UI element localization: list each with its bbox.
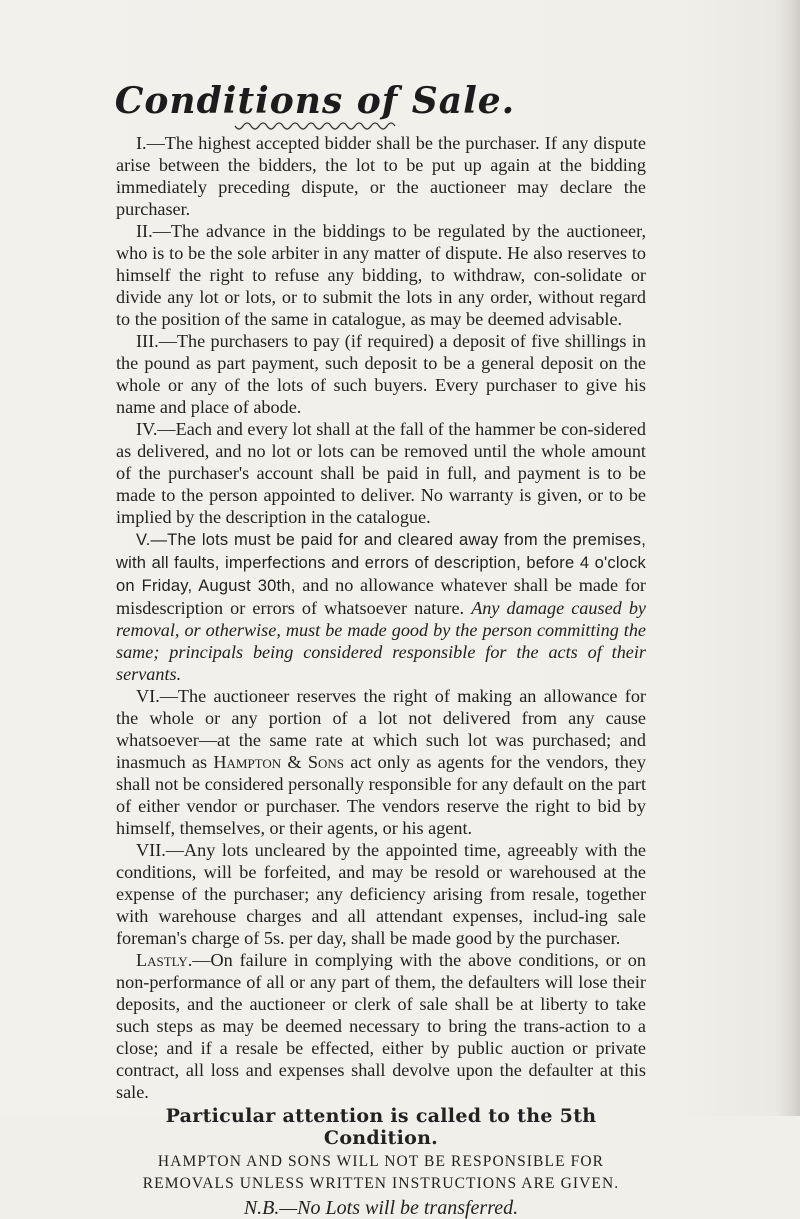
condition-6-text-after: act only as agents for the vendors, they shall not be considered personally responsible for any default on the part of either vendor or purchaser. The vendors reserve the right to bid by himself, themselves, or their agents, or his agent. bbox=[116, 752, 647, 838]
condition-2: II.—The advance in the biddings to be regulated by the auctioneer, who is to be the sole arbiter in any matter of dispute. He also reserves to himself the right to refuse any bidding, to withdraw, con-solidate or divide any lot or lots, or to submit the lots in any order, without regard to the position of the same in catalogue, as may be deemed advisable. bbox=[116, 221, 646, 329]
lastly-text: —On failure in complying with the above conditions, or on non-performance of all or any part of them, the defaulters will lose their deposits, and the auctioneer or clerk of sale shall be at liberty to take such steps as may be deemed necessary to bring the trans-action to a close; and if a resale be effected, either by public auction or private contract, all loss and expenses shall devolve upon the defaulter at this sale. bbox=[116, 950, 646, 1102]
condition-6 bbox=[116, 685, 646, 839]
condition-5-text: and no allowance whatever shall be made for misdescription or errors of whatsoever nature. bbox=[116, 575, 646, 618]
removals-notice: HAMPTON AND SONS WILL NOT BE RESPONSIBLE FOR REMOVALS UNLESS WRITTEN INSTRUCTIONS ARE GIVEN. bbox=[142, 1153, 620, 1192]
lastly-lead: Lastly. bbox=[136, 950, 193, 970]
conditions-body bbox=[116, 132, 646, 1219]
nb-notice: N.B.—No Lots will be transferred. bbox=[243, 1197, 519, 1219]
condition-7: VII.—Any lots uncleared by the appointed time, agreeably with the conditions, will be forfeited, and may be resold or warehoused at the expense of the purchaser; any deficiency arising from resale, together with warehouse charges and all attendant expenses, includ-ing sale foreman's charge of 5s. per day, shall be made good by the purchaser. bbox=[116, 840, 646, 948]
condition-3: III.—The purchasers to pay (if required) a deposit of five shillings in the pound as part payment, such deposit to be a general deposit on the whole or any of the lots of such buyers. Every purchaser to give his name and place of abode. bbox=[116, 331, 646, 417]
condition-6-text-before: VI.—The auctioneer reserves the right of making an allowance for the whole or any portion of a lot not delivered from any cause whatsoever—at the same rate at which such lot was purchased; and inasmuch as bbox=[116, 686, 646, 772]
condition-5-italic: Any damage caused by removal, or otherwise, must be made good by the person committing the same; principals being considered responsible for the acts of their servants. bbox=[116, 598, 646, 684]
condition-4: IV.—Each and every lot shall at the fall of the hammer be con-sidered as delivered, and no lot or lots can be removed until the whole amount of the purchaser's account shall be paid in full, and payment is to be made to the person appointed to deliver. No warranty is given, or to be implied by the description in the catalogue. bbox=[116, 419, 646, 527]
condition-5-emphasis: V.—The lots must be paid for and cleared away from the premises, with all faults, imperfections and errors of description, before 4 o'clock on Friday, August 30th, bbox=[116, 531, 646, 595]
condition-lastly bbox=[116, 949, 646, 1103]
firm-name: Hampton & Sons bbox=[213, 752, 344, 772]
page-edge-shadow bbox=[778, 0, 800, 1116]
attention-notice: Particular attention is called to the 5th Condition. bbox=[165, 1105, 597, 1149]
condition-5 bbox=[116, 528, 646, 685]
page-title: Conditions of Sale. bbox=[114, 80, 516, 122]
condition-1: I.—The highest accepted bidder shall be the purchaser. If any dispute arise between the bidders, the lot to be put up again at the bidding immediately preceding dispute, or the auctioneer may declare the purchaser. bbox=[116, 133, 646, 219]
